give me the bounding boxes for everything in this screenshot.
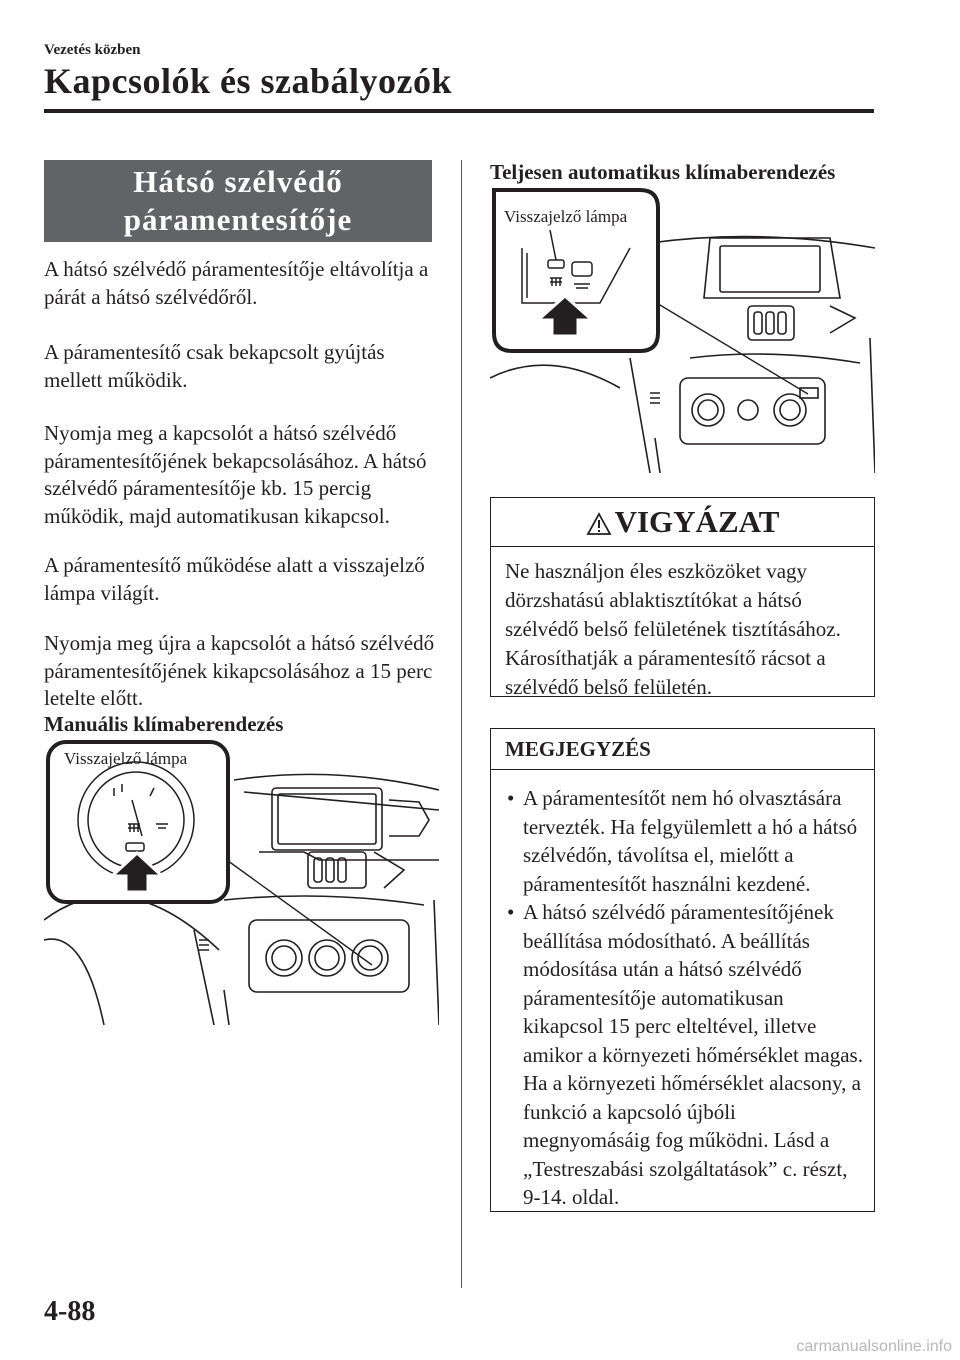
manual-climate-heading: Manuális klímaberendezés	[44, 712, 284, 736]
caution-box	[490, 497, 875, 697]
auto-callout-label: Visszajelző lámpa	[504, 207, 628, 226]
watermark: carmanualsonline.info	[796, 1338, 952, 1355]
topic-title	[44, 160, 432, 242]
paragraph-switch-off: Nyomja meg újra a kapcsolót a hátsó szélvédő páramentesítőjének kikapcsolásához a 15 perc letelte előtt.	[44, 631, 435, 710]
section-label: Vezetés közben	[44, 42, 141, 58]
chapter-title: Kapcsolók és szabályozók	[44, 61, 453, 101]
paragraph-intro: A hátsó szélvédő páramentesítője eltávolítja a párát a hátsó szélvédőről.	[44, 257, 429, 309]
auto-climate-illustration	[490, 188, 875, 473]
note-title: MEGJEGYZÉS	[491, 729, 874, 770]
bullet-icon: •	[507, 900, 515, 924]
topic-title-line2: páramentesítője	[123, 202, 353, 237]
topic-title-line1: Hátsó szélvédő	[133, 164, 343, 199]
caution-text: Ne használjon éles eszközöket vagy dörzshatású ablaktisztítókat a hátsó szélvédő belső felületének tisztításához. Károsíthatják a páramentesítő rácsot a szélvédő belső felületén.	[505, 559, 841, 699]
manual-climate-illustration	[44, 740, 439, 1025]
caution-title	[491, 498, 874, 547]
paragraph-indicator: A páramentesítő működése alatt a visszajelző lámpa világít.	[44, 553, 425, 605]
header-rule	[44, 109, 874, 113]
column-divider	[461, 160, 462, 1288]
note-item	[507, 784, 866, 898]
auto-climate-heading: Teljesen automatikus klímaberendezés	[490, 160, 836, 184]
paragraph-switch-on: Nyomja meg a kapcsolót a hátsó szélvédő páramentesítőjének bekapcsolásához. A hátsó szélvédő páramentesítője kb. 15 percig működik, majd automatikusan kikapcsol.	[44, 421, 427, 528]
note-item	[507, 898, 866, 1212]
warning-triangle-icon	[586, 512, 612, 536]
caution-title-text: VIGYÁZAT	[614, 504, 780, 539]
bullet-icon: •	[507, 786, 515, 810]
paragraph-ignition: A páramentesítő csak bekapcsolt gyújtás mellett működik.	[44, 340, 385, 392]
note-item-text: A páramentesítőt nem hó olvasztására tervezték. Ha felgyülemlett a hó a hátsó szélvédőn, távolítsa el, mielőtt a páramentesítőt használni kezdené.	[523, 786, 858, 896]
manual-callout-label: Visszajelző lámpa	[64, 749, 188, 768]
page-number: 4-88	[44, 1296, 96, 1327]
note-box	[490, 728, 875, 1212]
note-list	[491, 770, 874, 1212]
note-item-text: A hátsó szélvédő páramentesítőjének beállítása módosítható. A beállítás módosítása után a hátsó szélvédő páramentesítője automatikusan kikapcsol 15 perc elteltével, illetve amikor a környezeti hőmérséklet magas. Ha a környezeti hőmérséklet alacsony, a funkció a kapcsoló újbóli megnyomásáig fog működni. Lásd a „Testreszabási szolgáltatások” c. részt, 9-14. oldal.	[523, 900, 863, 1209]
